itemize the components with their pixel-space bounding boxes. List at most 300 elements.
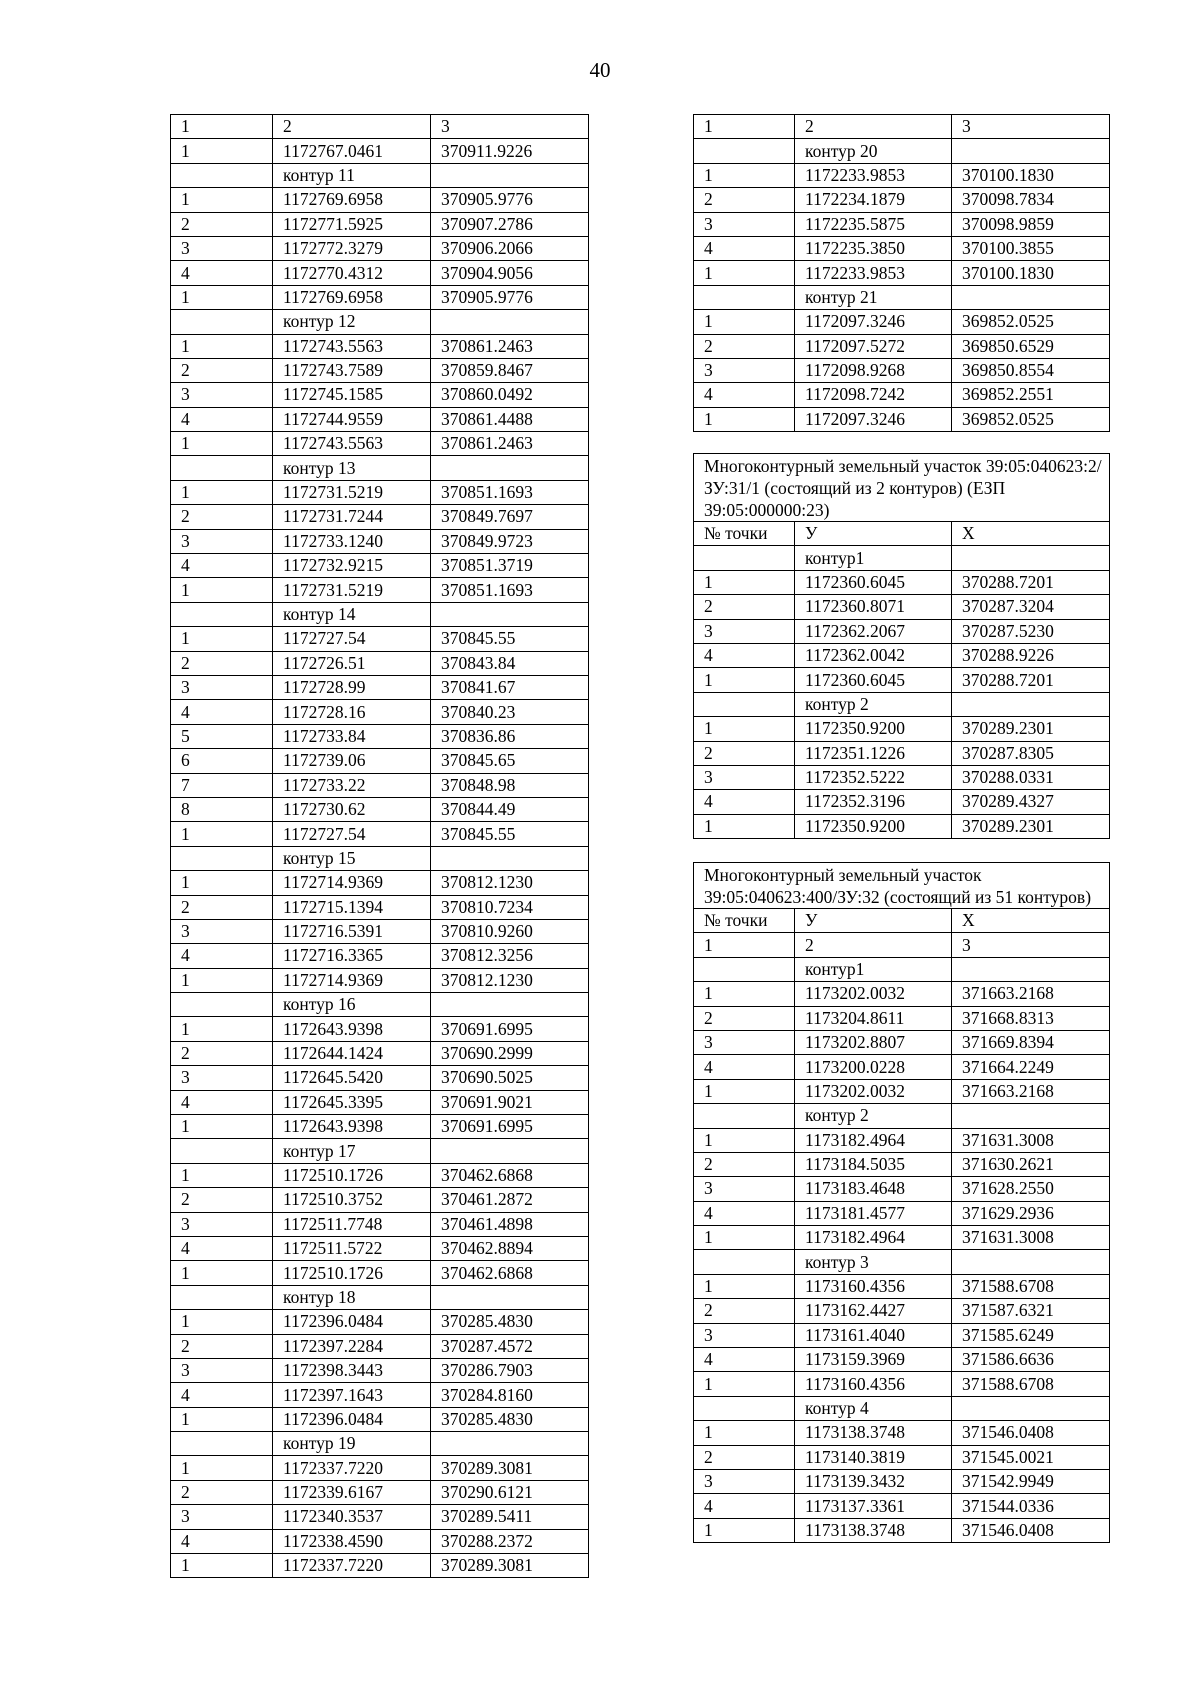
point-number-cell: 3: [171, 675, 273, 699]
point-number-cell: 2: [694, 595, 795, 619]
x-coordinate-cell: 371630.2621: [952, 1152, 1110, 1176]
point-number-cell: 4: [694, 1494, 795, 1518]
table-row: [171, 1432, 589, 1456]
point-number-cell: [171, 456, 273, 480]
x-coordinate-cell: 371544.0336: [952, 1494, 1110, 1518]
x-coordinate-cell: 371545.0021: [952, 1445, 1110, 1469]
table-row: [171, 456, 589, 480]
table-row: [694, 1396, 1110, 1420]
point-number-cell: 3: [694, 1030, 795, 1054]
point-number-cell: 3: [694, 1323, 795, 1347]
table-row: [694, 139, 1110, 163]
point-number-cell: 3: [694, 619, 795, 643]
x-coordinate-cell: [431, 310, 589, 334]
x-coordinate-cell: 370286.7903: [431, 1358, 589, 1382]
x-coordinate-cell: 370462.8894: [431, 1236, 589, 1260]
point-number-cell: 4: [694, 236, 795, 260]
point-number-cell: 2: [171, 1480, 273, 1504]
point-number-cell: № точки: [694, 909, 795, 933]
x-coordinate-cell: 370851.1693: [431, 578, 589, 602]
table-row: [171, 285, 589, 309]
y-coordinate-cell: 1172097.3246: [795, 407, 952, 431]
x-coordinate-cell: 371546.0408: [952, 1421, 1110, 1445]
table-row: [694, 619, 1110, 643]
table-row: [694, 1177, 1110, 1201]
x-coordinate-cell: 370843.84: [431, 651, 589, 675]
point-number-cell: 7: [171, 773, 273, 797]
table-row: [171, 578, 589, 602]
table-row: [171, 1261, 589, 1285]
point-number-cell: 1: [694, 407, 795, 431]
point-number-cell: 4: [171, 1529, 273, 1553]
y-coordinate-cell: У: [795, 522, 952, 546]
x-coordinate-cell: 370845.55: [431, 627, 589, 651]
point-number-cell: 1: [694, 1274, 795, 1298]
point-number-cell: 3: [694, 765, 795, 789]
x-coordinate-cell: 370461.2872: [431, 1188, 589, 1212]
point-number-cell: 3: [694, 1469, 795, 1493]
x-coordinate-cell: 3: [952, 115, 1110, 139]
table-row: [171, 1115, 589, 1139]
y-coordinate-cell: 1172511.7748: [273, 1212, 431, 1236]
point-number-cell: 3: [171, 1505, 273, 1529]
point-number-cell: 2: [694, 334, 795, 358]
y-coordinate-cell: 1172767.0461: [273, 139, 431, 163]
table-row: [694, 790, 1110, 814]
x-coordinate-cell: 370284.8160: [431, 1383, 589, 1407]
x-coordinate-cell: 370849.9723: [431, 529, 589, 553]
x-coordinate-cell: Х: [952, 909, 1110, 933]
table-row: [171, 407, 589, 431]
point-number-cell: 1: [694, 1128, 795, 1152]
x-coordinate-cell: [431, 1432, 589, 1456]
y-coordinate-cell: 2: [273, 115, 431, 139]
y-coordinate-cell: 1173182.4964: [795, 1128, 952, 1152]
point-number-cell: 4: [171, 1090, 273, 1114]
x-coordinate-cell: 370690.5025: [431, 1066, 589, 1090]
table-row: [694, 1104, 1110, 1128]
point-number-cell: [694, 1104, 795, 1128]
table-row: [171, 1139, 589, 1163]
point-number-cell: 4: [171, 700, 273, 724]
x-coordinate-cell: 370290.6121: [431, 1480, 589, 1504]
table-row: [171, 968, 589, 992]
y-coordinate-cell: контур 13: [273, 456, 431, 480]
table-row: [171, 1456, 589, 1480]
y-coordinate-cell: 2: [795, 115, 952, 139]
y-coordinate-cell: 1172726.51: [273, 651, 431, 675]
y-coordinate-cell: 1173159.3969: [795, 1348, 952, 1372]
point-number-cell: [694, 139, 795, 163]
y-coordinate-cell: 1172727.54: [273, 627, 431, 651]
table-row: [694, 334, 1110, 358]
x-coordinate-cell: 371664.2249: [952, 1055, 1110, 1079]
table-row: [694, 643, 1110, 667]
table-row: [171, 358, 589, 382]
table-row: [694, 407, 1110, 431]
table-row: [694, 1469, 1110, 1493]
point-number-cell: 2: [171, 1334, 273, 1358]
y-coordinate-cell: 1172396.0484: [273, 1310, 431, 1334]
x-coordinate-cell: 370841.67: [431, 675, 589, 699]
table-row: [694, 358, 1110, 382]
point-number-cell: 3: [171, 529, 273, 553]
point-number-cell: 1: [694, 1518, 795, 1542]
point-number-cell: № точки: [694, 522, 795, 546]
table-row: [171, 651, 589, 675]
table-caption: Многоконтурный земельный участок 39:05:040623:400/ЗУ:32 (состоящий из 51 контуров): [694, 863, 1110, 909]
x-coordinate-cell: 371631.3008: [952, 1226, 1110, 1250]
y-coordinate-cell: контур 15: [273, 846, 431, 870]
table-row: [171, 236, 589, 260]
y-coordinate-cell: 1172730.62: [273, 797, 431, 821]
x-coordinate-cell: [431, 846, 589, 870]
table-row: [694, 814, 1110, 838]
y-coordinate-cell: контур 11: [273, 163, 431, 187]
table-row: [694, 1055, 1110, 1079]
table-row: [171, 1480, 589, 1504]
point-number-cell: 1: [694, 1226, 795, 1250]
x-coordinate-cell: 371542.9949: [952, 1469, 1110, 1493]
y-coordinate-cell: 1172743.5563: [273, 334, 431, 358]
x-coordinate-cell: 370849.7697: [431, 505, 589, 529]
point-number-cell: 8: [171, 797, 273, 821]
y-coordinate-cell: 1172771.5925: [273, 212, 431, 236]
table-row: [694, 957, 1110, 981]
y-coordinate-cell: 1173160.4356: [795, 1274, 952, 1298]
point-number-cell: 2: [694, 1152, 795, 1176]
table-row: [171, 822, 589, 846]
point-number-cell: [171, 602, 273, 626]
table-row: [694, 1079, 1110, 1103]
point-number-cell: 1: [171, 871, 273, 895]
table-row: [171, 627, 589, 651]
point-number-cell: 4: [171, 407, 273, 431]
y-coordinate-cell: 1173204.8611: [795, 1006, 952, 1030]
y-coordinate-cell: 1172340.3537: [273, 1505, 431, 1529]
table-row: [171, 554, 589, 578]
y-coordinate-cell: 1172397.1643: [273, 1383, 431, 1407]
y-coordinate-cell: 1172644.1424: [273, 1041, 431, 1065]
y-coordinate-cell: 1172362.0042: [795, 643, 952, 667]
point-number-cell: 2: [171, 212, 273, 236]
point-number-cell: 1: [694, 261, 795, 285]
point-number-cell: 1: [171, 822, 273, 846]
y-coordinate-cell: 1172714.9369: [273, 968, 431, 992]
x-coordinate-cell: 369850.6529: [952, 334, 1110, 358]
point-number-cell: 2: [694, 741, 795, 765]
y-coordinate-cell: 1172097.5272: [795, 334, 952, 358]
point-number-cell: 1: [694, 163, 795, 187]
y-coordinate-cell: контур 4: [795, 1396, 952, 1420]
x-coordinate-cell: 370691.6995: [431, 1017, 589, 1041]
point-number-cell: 1: [171, 1115, 273, 1139]
x-coordinate-cell: 370289.2301: [952, 814, 1110, 838]
point-number-cell: 2: [694, 1299, 795, 1323]
x-coordinate-cell: 371668.8313: [952, 1006, 1110, 1030]
table-row: [171, 1236, 589, 1260]
x-coordinate-cell: 370904.9056: [431, 261, 589, 285]
x-coordinate-cell: 371631.3008: [952, 1128, 1110, 1152]
table-row: [171, 1285, 589, 1309]
point-number-cell: 4: [694, 1348, 795, 1372]
table-row: [171, 383, 589, 407]
x-coordinate-cell: 370860.0492: [431, 383, 589, 407]
table-row: [694, 1421, 1110, 1445]
y-coordinate-cell: 1172733.84: [273, 724, 431, 748]
table-row: [694, 982, 1110, 1006]
point-number-cell: 4: [694, 643, 795, 667]
point-number-cell: 1: [171, 1554, 273, 1578]
x-coordinate-cell: 371586.6636: [952, 1348, 1110, 1372]
table-row: [694, 1226, 1110, 1250]
x-coordinate-cell: [952, 1396, 1110, 1420]
x-coordinate-cell: 370287.5230: [952, 619, 1110, 643]
table-row: [171, 724, 589, 748]
y-coordinate-cell: 1172350.9200: [795, 717, 952, 741]
x-coordinate-cell: 370859.8467: [431, 358, 589, 382]
table-row: [171, 139, 589, 163]
x-coordinate-cell: 369850.8554: [952, 358, 1110, 382]
y-coordinate-cell: 1172510.1726: [273, 1163, 431, 1187]
x-coordinate-cell: [952, 285, 1110, 309]
table-row: [171, 944, 589, 968]
point-number-cell: 1: [694, 668, 795, 692]
table-row: [171, 505, 589, 529]
y-coordinate-cell: контур 16: [273, 993, 431, 1017]
point-number-cell: 3: [694, 212, 795, 236]
y-coordinate-cell: 1172743.7589: [273, 358, 431, 382]
table-row: [171, 163, 589, 187]
y-coordinate-cell: 1172645.5420: [273, 1066, 431, 1090]
point-number-cell: 1: [694, 1421, 795, 1445]
point-number-cell: 3: [694, 1177, 795, 1201]
table-row: [694, 1128, 1110, 1152]
point-number-cell: 5: [171, 724, 273, 748]
y-coordinate-cell: 1172234.1879: [795, 188, 952, 212]
point-number-cell: [694, 546, 795, 570]
y-coordinate-cell: 1172350.9200: [795, 814, 952, 838]
y-coordinate-cell: 1172098.9268: [795, 358, 952, 382]
x-coordinate-cell: [952, 692, 1110, 716]
x-coordinate-cell: [952, 957, 1110, 981]
table-row: [171, 310, 589, 334]
table-row: [694, 115, 1110, 139]
y-coordinate-cell: контур 19: [273, 1432, 431, 1456]
x-coordinate-cell: 370285.4830: [431, 1407, 589, 1431]
table-row: [171, 188, 589, 212]
x-coordinate-cell: 370289.3081: [431, 1456, 589, 1480]
x-coordinate-cell: 370691.6995: [431, 1115, 589, 1139]
x-coordinate-cell: 370462.6868: [431, 1261, 589, 1285]
y-coordinate-cell: 1173160.4356: [795, 1372, 952, 1396]
x-coordinate-cell: 370861.2463: [431, 334, 589, 358]
x-coordinate-cell: [952, 1104, 1110, 1128]
point-number-cell: 2: [171, 1041, 273, 1065]
table-row: [171, 895, 589, 919]
x-coordinate-cell: 371546.0408: [952, 1518, 1110, 1542]
y-coordinate-cell: 1172643.9398: [273, 1115, 431, 1139]
y-coordinate-cell: 1172770.4312: [273, 261, 431, 285]
x-coordinate-cell: 371587.6321: [952, 1299, 1110, 1323]
y-coordinate-cell: 1173139.3432: [795, 1469, 952, 1493]
point-number-cell: [171, 310, 273, 334]
y-coordinate-cell: 1173182.4964: [795, 1226, 952, 1250]
point-number-cell: [171, 1432, 273, 1456]
y-coordinate-cell: 1173140.3819: [795, 1445, 952, 1469]
y-coordinate-cell: 1172352.3196: [795, 790, 952, 814]
y-coordinate-cell: контур 12: [273, 310, 431, 334]
point-number-cell: 3: [171, 1212, 273, 1236]
y-coordinate-cell: 1172362.2067: [795, 619, 952, 643]
x-coordinate-cell: 370911.9226: [431, 139, 589, 163]
point-number-cell: [171, 1139, 273, 1163]
point-number-cell: 1: [171, 627, 273, 651]
x-coordinate-cell: 370851.3719: [431, 554, 589, 578]
x-coordinate-cell: [431, 1139, 589, 1163]
y-coordinate-cell: 1173181.4577: [795, 1201, 952, 1225]
coordinates-table-right-1: [693, 114, 1110, 432]
point-number-cell: 3: [694, 358, 795, 382]
x-coordinate-cell: 370691.9021: [431, 1090, 589, 1114]
table-row: [171, 602, 589, 626]
point-number-cell: 2: [694, 1445, 795, 1469]
x-coordinate-cell: 370906.2066: [431, 236, 589, 260]
table-row: [694, 909, 1110, 933]
x-coordinate-cell: 371663.2168: [952, 982, 1110, 1006]
table-row: [171, 1017, 589, 1041]
y-coordinate-cell: 1172716.3365: [273, 944, 431, 968]
point-number-cell: 1: [171, 115, 273, 139]
x-coordinate-cell: [431, 602, 589, 626]
table-row: [694, 1250, 1110, 1274]
table-row: [171, 1041, 589, 1065]
table-row: [694, 236, 1110, 260]
y-coordinate-cell: 1173138.3748: [795, 1421, 952, 1445]
x-coordinate-cell: 370289.4327: [952, 790, 1110, 814]
table-row: [171, 1212, 589, 1236]
table-row: [694, 546, 1110, 570]
y-coordinate-cell: 1172732.9215: [273, 554, 431, 578]
x-coordinate-cell: [431, 163, 589, 187]
coordinates-table-left: [170, 114, 589, 1578]
table-row: [694, 1494, 1110, 1518]
table-row: [171, 1310, 589, 1334]
x-coordinate-cell: 370100.3855: [952, 236, 1110, 260]
x-coordinate-cell: 371585.6249: [952, 1323, 1110, 1347]
table-row: [171, 919, 589, 943]
point-number-cell: 1: [171, 188, 273, 212]
x-coordinate-cell: 370905.9776: [431, 188, 589, 212]
y-coordinate-cell: 1172097.3246: [795, 310, 952, 334]
table-row: [171, 1358, 589, 1382]
point-number-cell: 4: [171, 261, 273, 285]
table-row: [171, 432, 589, 456]
x-coordinate-cell: 370461.4898: [431, 1212, 589, 1236]
y-coordinate-cell: 1173202.0032: [795, 982, 952, 1006]
table-row: [694, 1299, 1110, 1323]
y-coordinate-cell: 1172716.5391: [273, 919, 431, 943]
y-coordinate-cell: 1172233.9853: [795, 261, 952, 285]
x-coordinate-cell: 370288.9226: [952, 643, 1110, 667]
point-number-cell: 3: [171, 236, 273, 260]
point-number-cell: 1: [694, 1372, 795, 1396]
x-coordinate-cell: 370810.7234: [431, 895, 589, 919]
y-coordinate-cell: 1172098.7242: [795, 383, 952, 407]
y-coordinate-cell: контур 14: [273, 602, 431, 626]
x-coordinate-cell: 369852.0525: [952, 310, 1110, 334]
x-coordinate-cell: 371628.2550: [952, 1177, 1110, 1201]
table-row: [171, 700, 589, 724]
x-coordinate-cell: 370462.6868: [431, 1163, 589, 1187]
x-coordinate-cell: [431, 1285, 589, 1309]
point-number-cell: 2: [171, 1188, 273, 1212]
x-coordinate-cell: 371663.2168: [952, 1079, 1110, 1103]
y-coordinate-cell: 1172728.99: [273, 675, 431, 699]
x-coordinate-cell: 370845.65: [431, 749, 589, 773]
table-row: [694, 1152, 1110, 1176]
table-row: [694, 1348, 1110, 1372]
y-coordinate-cell: 1172769.6958: [273, 188, 431, 212]
x-coordinate-cell: 370812.1230: [431, 968, 589, 992]
y-coordinate-cell: 1172715.1394: [273, 895, 431, 919]
point-number-cell: 1: [171, 1261, 273, 1285]
point-number-cell: 1: [171, 1163, 273, 1187]
table-row: [171, 212, 589, 236]
table-row: [171, 1066, 589, 1090]
point-number-cell: 2: [171, 895, 273, 919]
table-row: [171, 1090, 589, 1114]
table-row: [171, 773, 589, 797]
table-row: [171, 846, 589, 870]
y-coordinate-cell: 1172339.6167: [273, 1480, 431, 1504]
x-coordinate-cell: 370851.1693: [431, 480, 589, 504]
table-row: [171, 1383, 589, 1407]
y-coordinate-cell: 1172235.3850: [795, 236, 952, 260]
y-coordinate-cell: 1172733.22: [273, 773, 431, 797]
table-row: [694, 717, 1110, 741]
table-row: [694, 1006, 1110, 1030]
table-row: [694, 285, 1110, 309]
point-number-cell: 1: [171, 1310, 273, 1334]
point-number-cell: [171, 1285, 273, 1309]
x-coordinate-cell: 370289.3081: [431, 1554, 589, 1578]
point-number-cell: 1: [694, 982, 795, 1006]
y-coordinate-cell: 1172235.5875: [795, 212, 952, 236]
x-coordinate-cell: 370907.2786: [431, 212, 589, 236]
y-coordinate-cell: 1172360.6045: [795, 668, 952, 692]
point-number-cell: 4: [171, 554, 273, 578]
x-coordinate-cell: 370905.9776: [431, 285, 589, 309]
x-coordinate-cell: 371588.6708: [952, 1372, 1110, 1396]
x-coordinate-cell: 370836.86: [431, 724, 589, 748]
y-coordinate-cell: контур1: [795, 546, 952, 570]
point-number-cell: 1: [171, 285, 273, 309]
y-coordinate-cell: 1173138.3748: [795, 1518, 952, 1542]
point-number-cell: 1: [171, 1407, 273, 1431]
y-coordinate-cell: 1173183.4648: [795, 1177, 952, 1201]
y-coordinate-cell: 1173202.0032: [795, 1079, 952, 1103]
x-coordinate-cell: 369852.2551: [952, 383, 1110, 407]
point-number-cell: 1: [694, 570, 795, 594]
point-number-cell: 1: [171, 1017, 273, 1041]
y-coordinate-cell: 1172728.16: [273, 700, 431, 724]
point-number-cell: 1: [171, 578, 273, 602]
table-row: [694, 1201, 1110, 1225]
coordinates-table-right-3: [693, 862, 1110, 1543]
y-coordinate-cell: контур1: [795, 957, 952, 981]
y-coordinate-cell: контур 21: [795, 285, 952, 309]
